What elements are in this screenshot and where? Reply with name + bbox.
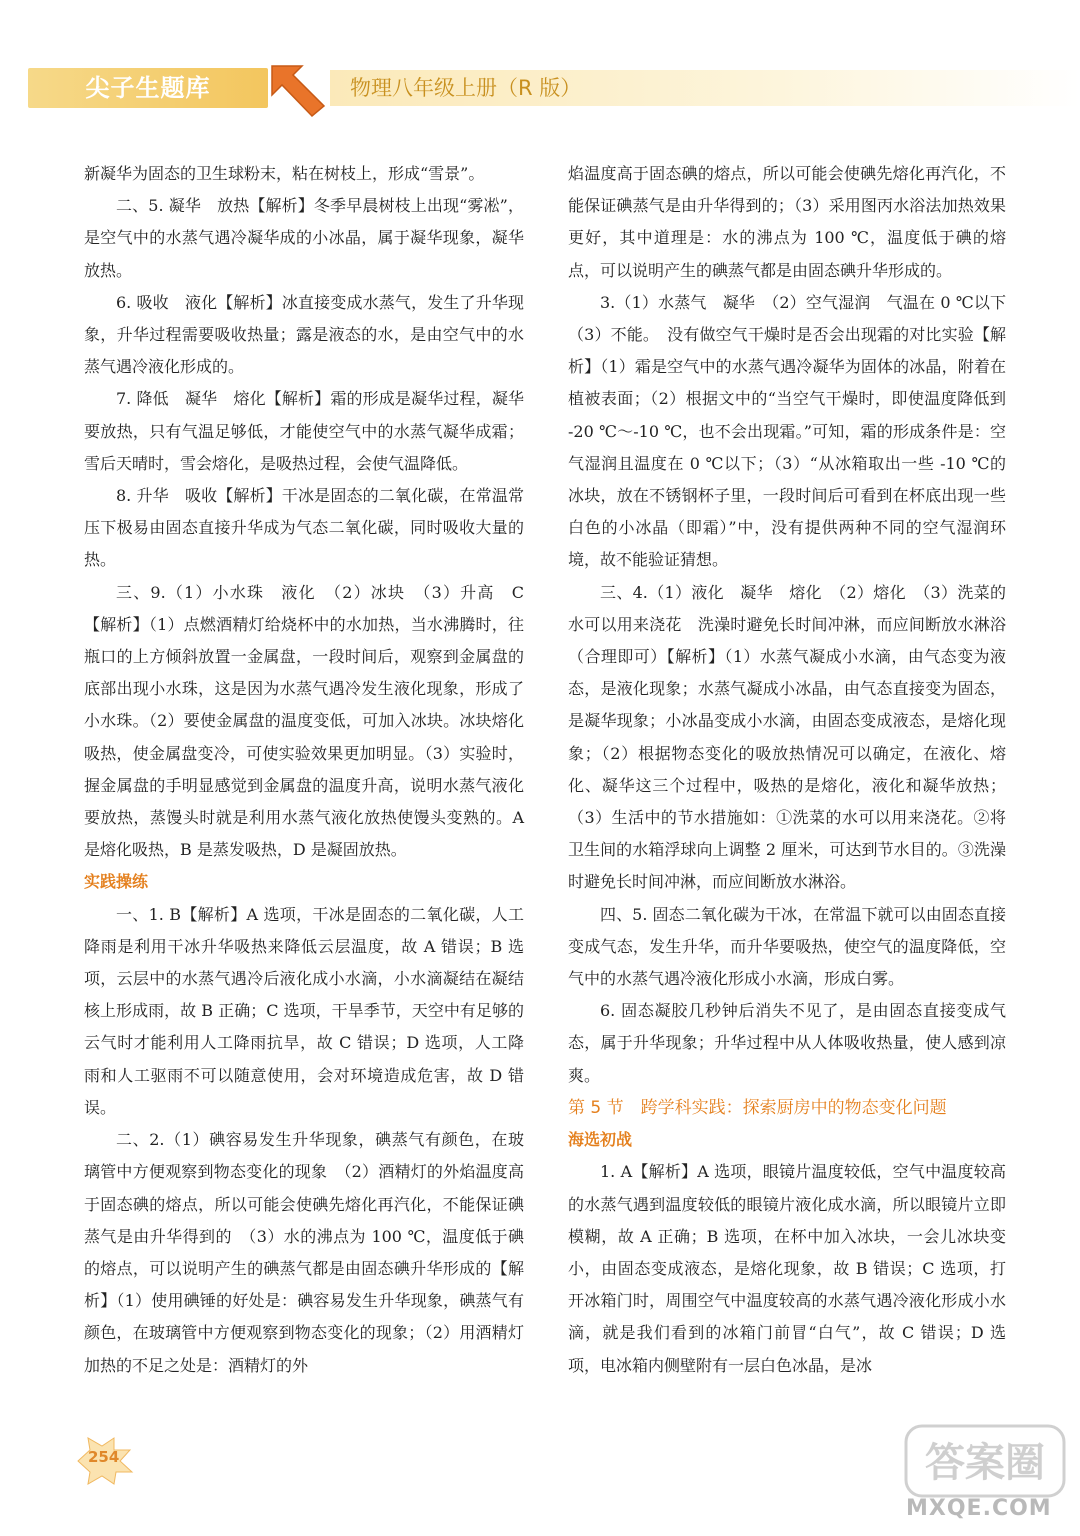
section-heading: 实践操练 — [84, 872, 149, 892]
page-header — [0, 58, 1080, 118]
left-paragraph: 新凝华为固态的卫生球粉末，粘在树枝上，形成“雪景”。 — [84, 164, 485, 183]
section-heading: 海选初战 — [568, 1130, 633, 1150]
brand-title: 尖子生题库 — [85, 74, 211, 102]
left-paragraph: 二、2.（1）碘容易发生升华现象，碘蒸气有颜色，在玻璃管中方便观察到物态变化的现象 （2）酒精灯的外焰温度高于固态碘的熔点，所以可能会使碘先熔化再汽化，不能保证碘蒸气是由升华得到的 （3）水的沸点为 100 ℃，温度低于碘的熔点，可以说明产生的碘蒸气都是由固态碘升华形成的【解析】（1）使用碘锤的好处是：碘容易发生升华现象，碘蒸气有颜色，在玻璃管中方便观察到物态变化的现象；（2）用酒精灯加热的不足之处是：酒精灯的外 — [84, 1130, 524, 1375]
left-paragraph: 6. 吸收 液化【解析】冰直接变成水蒸气，发生了升华现象，升华过程需要吸收热量；露是液态的水，是由空气中的水蒸气遇冷液化形成的。 — [84, 292, 524, 377]
left-paragraph: 三、9.（1）小水珠 液化 （2）冰块 （3）升高 C【解析】（1）点燃酒精灯给烧杯中的水加热，当水沸腾时，往瓶口的上方倾斜放置一金属盘，一段时间后，观察到金属盘的底部出现小水珠，这是因为水蒸气遇冷发生液化现象，形成了小水珠。（2）要使金属盘的温度变低，可加入冰块。冰块熔化吸热，使金属盘变冷，可使实验效果更加明显。（3）实验时，握金属盘的手明显感觉到金属盘的温度升高，说明水蒸气液化要放热，蒸馒头时就是利用水蒸气液化放热使馒头变熟的。A 是熔化吸热，B 是蒸发吸热，D 是凝固放热。 — [84, 582, 524, 860]
arrow-icon — [262, 58, 332, 118]
svg-text:答案圈: 答案圈 — [925, 1440, 1045, 1486]
right-paragraph: 四、5. 固态二氧化碳为干冰，在常温下就可以由固态直接变成气态，发生升华，而升华要吸热，使空气的温度降低，空气中的水蒸气遇冷液化形成小水滴，形成白雾。 — [568, 904, 1006, 989]
left-paragraph: 8. 升华 吸收【解析】干冰是固态的二氧化碳，在常温常压下极易由固态直接升华成为气态二氧化碳，同时吸收大量的热。 — [84, 486, 524, 570]
chapter-heading: 第 5 节 跨学科实践：探索厨房中的物态变化问题 — [568, 1097, 947, 1118]
right-paragraph: 3.（1）水蒸气 凝华 （2）空气湿润 气温在 0 ℃以下 （3）不能。 没有做空气干燥时是否会出现霜的对比实验【解析】（1）霜是空气中的水蒸气遇冷凝华为固体的冰晶，附着在植被表面；（2）根据文中的“当空气干燥时，即使温度降低到 -20 ℃～-10 ℃，也不会出现霜。”可知，霜的形成条件是：空气湿润且温度在 0 ℃以下；（3）“从冰箱取出一些 -10 ℃的冰块，放在不锈钢杯子里，一段时间后可看到在杯底出现一些白色的小冰晶（即霜）”中，没有提供两种不同的空气湿润环境，故不能验证猜想。 — [568, 292, 1023, 570]
right-text-column — [568, 158, 1023, 1382]
left-text-column — [84, 158, 524, 1382]
left-paragraph: 7. 降低 凝华 熔化【解析】霜的形成是凝华过程，凝华要放热，只有气温足够低，才能使空气中的水蒸气凝华成霜；雪后天晴时，雪会熔化，是吸热过程，会使气温降低。 — [84, 389, 524, 473]
right-paragraph: 1. A【解析】A 选项，眼镜片温度较低，空气中温度较高的水蒸气遇到温度较低的眼镜片液化成水滴，所以眼镜片立即模糊，故 A 正确；B 选项，在杯中加入冰块，一会儿冰块变小，由固态变成液态，是熔化现象，故 B 错误；C 选项，打开冰箱门时，周围空气中温度较高的水蒸气遇冷液化形成小水滴，就是我们看到的冰箱门前冒“白气”，故 C 错误；D 选项，电冰箱内侧壁附有一层白色冰晶，是冰 — [568, 1162, 1006, 1375]
watermark-text: MXQE.COM — [906, 1496, 1052, 1521]
page-number: 254 — [88, 1448, 120, 1466]
right-paragraph: 三、4.（1）液化 凝华 熔化 （2）熔化 （3）洗菜的水可以用来浇花 洗澡时避免长时间冲淋，而应间断放水淋浴（合理即可）【解析】（1）水蒸气凝成小水滴，由气态变为液态，是液化现象；水蒸气凝成小冰晶，由气态直接变为固态，是凝华现象；小冰晶变成小水滴，由固态变成液态，是熔化现象；（2）根据物态变化的吸放热情况可以确定，在液化、熔化、凝华这三个过程中，吸热的是熔化，液化和凝华放热；（3）生活中的节水措施如：①洗菜的水可以用来浇花。②将卫生间的水箱浮球向上调整 2 厘米，可达到节水目的。③洗澡时避免长时间冲淋，而应间断放水淋浴。 — [568, 582, 1006, 892]
right-paragraph: 6. 固态凝胶几秒钟后消失不见了，是由固态直接变成气态，属于升华现象；升华过程中从人体吸收热量，使人感到凉爽。 — [568, 1001, 1006, 1085]
left-paragraph: 一、1. B【解析】A 选项，干冰是固态的二氧化碳，人工降雨是利用干冰升华吸热来降低云层温度，故 A 错误；B 选项，云层中的水蒸气遇冷后液化成小水滴，小水滴凝结在凝结核上形成雨，故 B 正确；C 选项，干旱季节，天空中有足够的云气时才能利用人工降雨抗旱，故 C 错误；D 选项，人工降雨和人工驱雨不可以随意使用，会对环境造成危害，故 D 错误。 — [84, 904, 524, 1117]
left-paragraph: 二、5. 凝华 放热【解析】冬季早晨树枝上出现“雾凇”，是空气中的水蒸气遇冷凝华成的小冰晶，属于凝华现象，凝华放热。 — [84, 196, 524, 280]
book-subject: 物理八年级上册（R 版） — [350, 76, 582, 100]
right-paragraph: 焰温度高于固态碘的熔点，所以可能会使碘先熔化再汽化，不能保证碘蒸气是由升华得到的；（3）采用图丙水浴法加热效果更好，其中道理是：水的沸点为 100 ℃，温度低于碘的熔点，可以说明产生的碘蒸气都是由固态碘升华形成的。 — [568, 164, 1006, 280]
